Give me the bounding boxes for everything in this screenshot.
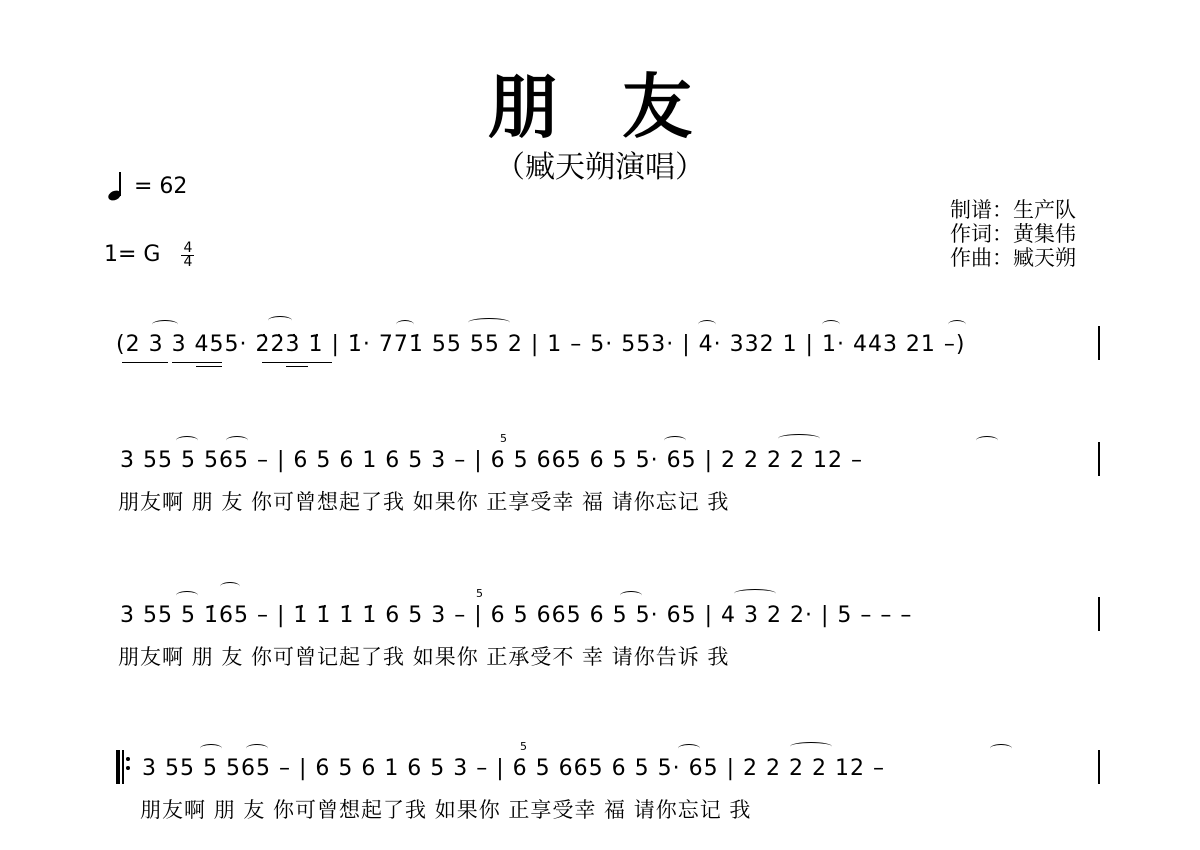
slur	[220, 582, 240, 591]
slur	[948, 320, 966, 329]
underline	[286, 366, 308, 367]
time-signature-bottom: 4	[183, 253, 193, 270]
underline	[122, 362, 168, 363]
lyrics-line-4: 朋友啊 朋 友 你可曾想起了我 如果你 正享受幸 福 请你忘记 我	[140, 798, 752, 822]
credits	[950, 198, 1076, 270]
underline	[262, 362, 332, 363]
slur	[664, 436, 686, 445]
quarter-note-icon	[108, 172, 124, 202]
notation-line-2: 3 55 5 565 – | 6 5 6 1 6 5 3 – | 6 5 665 6 5 5· 65 | 2 2 2 2 12 –	[120, 448, 863, 473]
notation-line-4: 3 55 5 565 – | 6 5 6 1 6 5 3 – | 6 5 665 6 5 5· 65 | 2 2 2 2 12 –	[142, 756, 885, 781]
barline	[1098, 326, 1100, 360]
slur	[396, 320, 414, 329]
repeat-start-dots	[126, 752, 131, 775]
grace-note: 5	[476, 587, 483, 600]
slur	[790, 742, 832, 751]
slur	[200, 744, 222, 753]
key-text: 1= G	[104, 242, 161, 267]
time-signature	[181, 239, 194, 270]
barline	[1098, 597, 1100, 631]
notation-line-1: (2 3 3 455· 2̇2̇3̇ 1̇ | 1̇· 771̇ 55 55 2 | 1 – 5· 553· | 4· 332 1 | 1· 443 21 –)	[116, 332, 966, 357]
slur	[678, 744, 700, 753]
notation-line-3: 3 55 5 1̇65 – | 1̇ 1̇ 1̇ 1̇ 6 5 3 – | 6 5 665 6 5 5· 65 | 4 3 2 2· | 5 – – –	[120, 603, 913, 628]
time-signature-top: 4	[183, 239, 193, 256]
slur	[620, 591, 642, 600]
credit-transcriber: 制谱：生产队	[950, 198, 1076, 222]
lyrics-line-3: 朋友啊 朋 友 你可曾记起了我 如果你 正承受不 幸 请你告诉 我	[118, 645, 730, 669]
slur	[176, 591, 198, 600]
credit-composer: 作曲：臧天朔	[950, 246, 1076, 270]
key-signature	[104, 240, 194, 270]
slur	[268, 316, 292, 325]
slur	[698, 320, 716, 329]
grace-note: 5	[500, 432, 507, 445]
underline	[172, 362, 222, 363]
slur	[976, 436, 998, 445]
slur	[990, 744, 1012, 753]
slur	[822, 320, 840, 329]
barline	[1098, 442, 1100, 476]
song-title: 朋 友	[487, 66, 713, 148]
repeat-start-barline	[116, 750, 120, 784]
slur	[734, 589, 776, 598]
repeat-start-barline-thin	[122, 750, 124, 784]
song-subtitle: （臧天朔演唱）	[495, 150, 705, 185]
slur	[152, 320, 178, 329]
lyrics-line-2: 朋友啊 朋 友 你可曾想起了我 如果你 正享受幸 福 请你忘记 我	[118, 490, 730, 514]
tempo-text: = 62	[134, 174, 188, 199]
grace-note: 5	[520, 740, 527, 753]
slur	[176, 436, 198, 445]
barline	[1098, 750, 1100, 784]
slur	[226, 436, 248, 445]
underline	[196, 366, 222, 367]
slur	[778, 434, 820, 443]
credit-lyricist: 作词：黄集伟	[950, 222, 1076, 246]
tempo-marking	[108, 172, 187, 202]
slur	[246, 744, 268, 753]
slur	[468, 318, 510, 327]
